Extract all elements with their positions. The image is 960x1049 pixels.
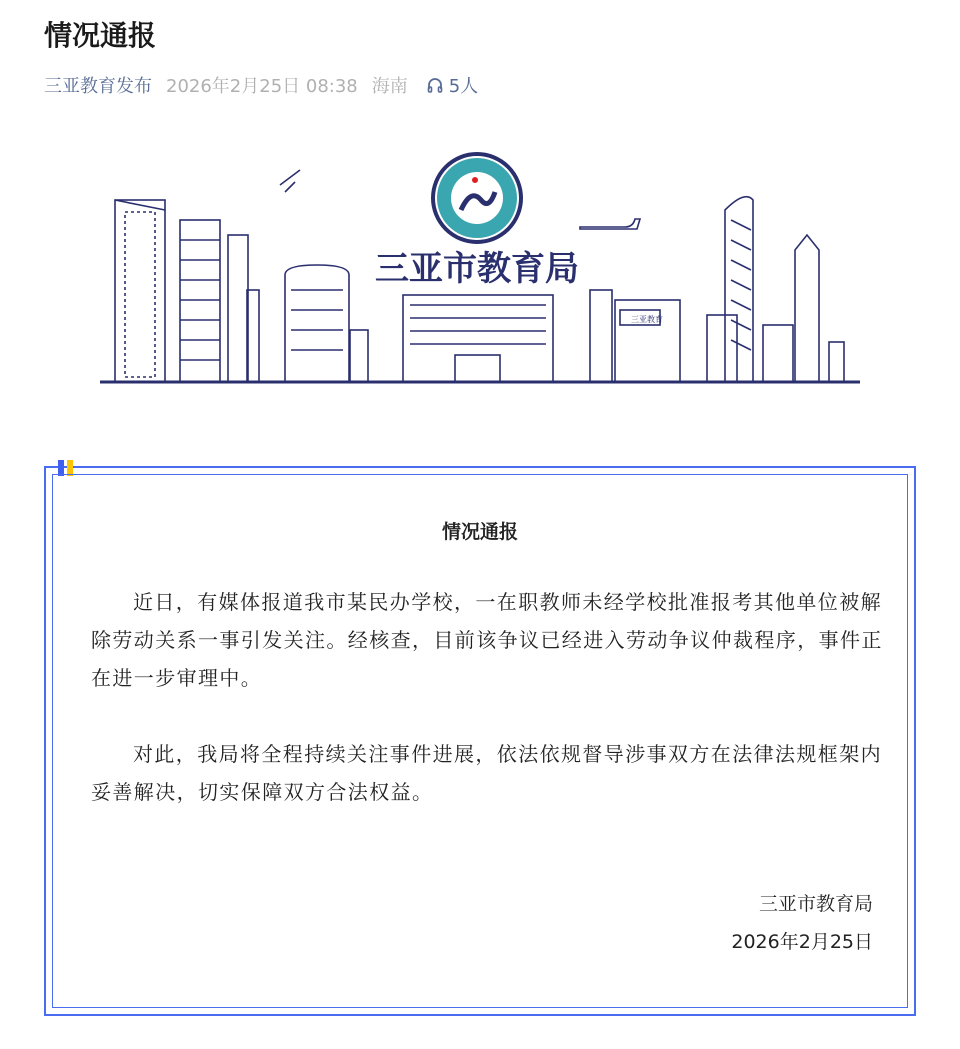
notice-date: 2026年2月25日 [731,931,873,953]
account-name-link[interactable]: 三亚教育发布 [44,76,152,97]
building [228,235,248,382]
sign-text: 三亚教育 [631,315,663,324]
org-name: 三亚市教育局 [375,249,579,289]
education-bureau-banner [95,150,865,390]
listener-count: 5人 [448,76,479,97]
notice-frame [44,466,916,1016]
headphones-icon [426,76,444,94]
notice-heading: 情况通报 [441,521,518,543]
listen-button[interactable] [426,72,478,98]
notice-paragraph: 对此，我局将全程持续关注事件进展，依法依规督导涉事双方在法律法规框架内妥善解决，切实保障双方合法权益。 [91,742,882,804]
publish-datetime: 2026年2月25日 08:38 [166,76,358,97]
building [180,220,220,382]
publish-location: 海南 [371,76,408,97]
notice-inner [52,474,908,1008]
building [403,295,553,382]
notice-signature: 三亚市教育局 [758,893,873,915]
article-meta [44,72,478,98]
building [115,200,165,382]
article-title: 情况通报 [44,19,157,52]
notice-paragraph: 近日，有媒体报道我市某民办学校，一在职教师未经学校批准报考其他单位被解除劳动关系一事引发关注。经核查，目前该争议已经进入劳动争议仲裁程序，事件正在进一步审理中。 [91,590,883,690]
